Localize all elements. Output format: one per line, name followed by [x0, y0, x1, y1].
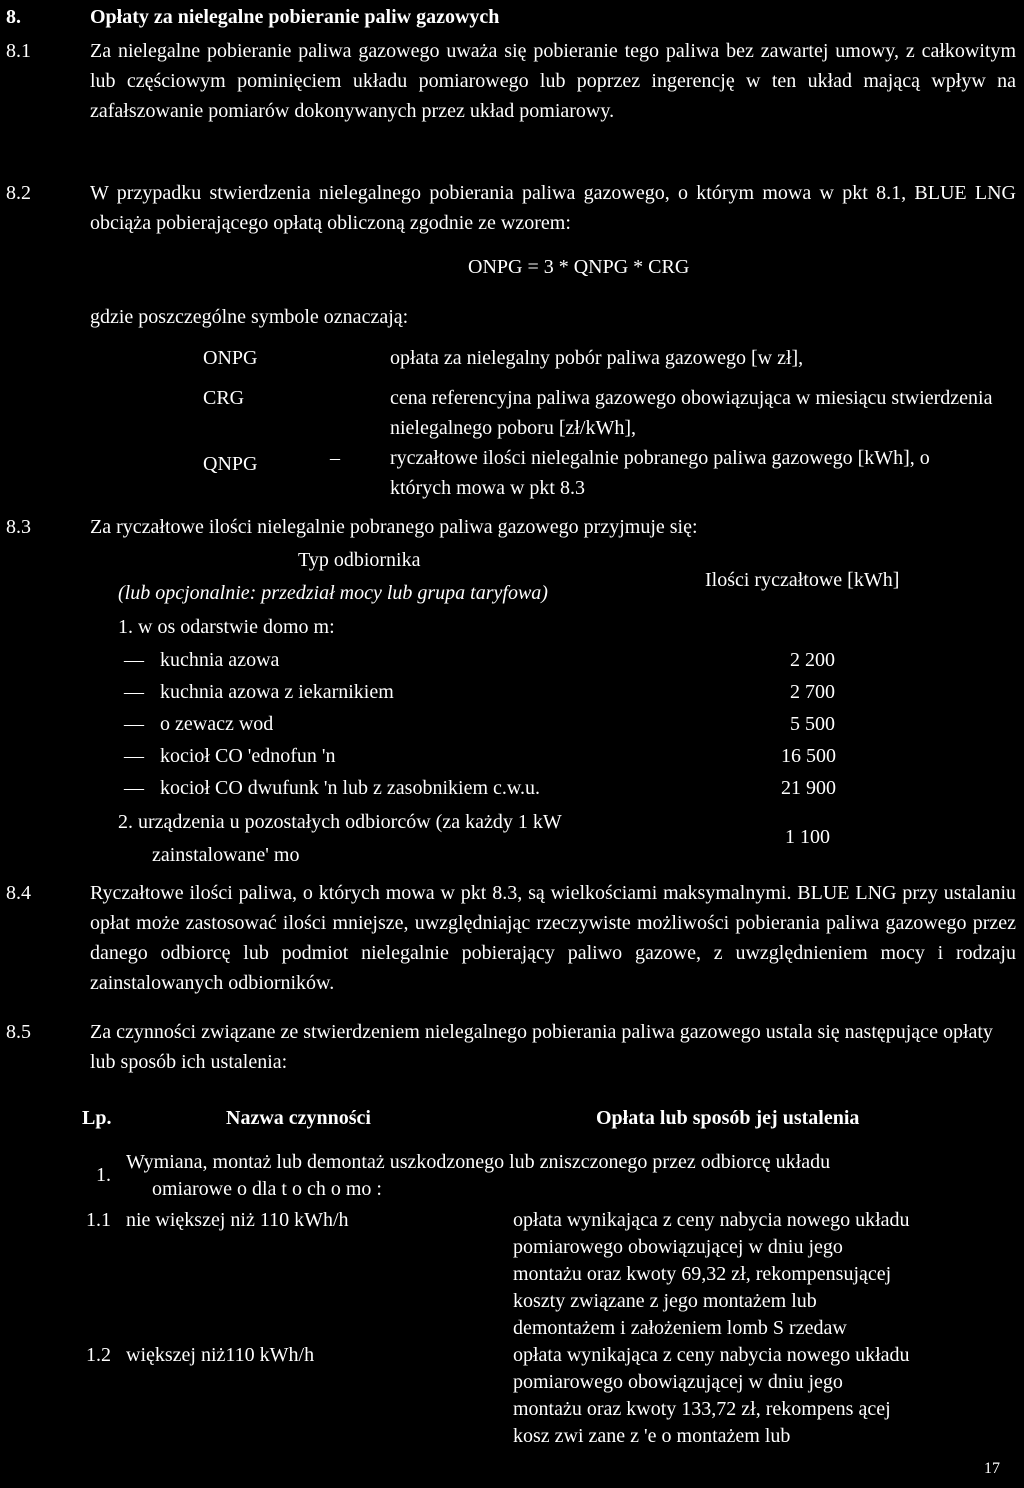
- fee-row-1-1-lp: 1.1: [86, 1209, 111, 1231]
- symbol-crg-description: cena referencyjna paliwa gazowego obowiązująca w miesiącu stwierdzenia nielegalnego poboru [zł/kWh],: [390, 387, 993, 439]
- symbol-crg: CRG: [203, 387, 245, 409]
- row-dash: —: [124, 649, 144, 671]
- symbol-onpg: ONPG: [203, 347, 258, 369]
- symbols-intro: gdzie poszczególne symbole oznaczają:: [90, 306, 409, 328]
- clause-8-2-text: W przypadku stwierdzenia nielegalnego pobierania paliwa gazowego, o którym mowa w pkt 8.1, BLUE LNG obciąża pobierającego opłatą obliczoną zgodnie ze wzorem:: [90, 182, 1016, 234]
- row-dash: —: [124, 681, 144, 703]
- fee-row-1-1-fee-line: koszty związane z jego montażem lub: [513, 1290, 817, 1312]
- clause-8-5-text: Za czynności związane ze stwierdzeniem nielegalnego pobierania paliwa gazowego ustala się następujące opłaty lub sposób ich ustalenia:: [90, 1021, 993, 1073]
- formula: ONPG = 3 * QNPG * CRG: [468, 256, 690, 278]
- row-value-boiler-single: 16 500: [781, 745, 836, 767]
- household-group-label: 1. w os odarstwie domo m:: [118, 616, 335, 638]
- row-value-water-heater: 5 500: [790, 713, 835, 735]
- clause-8-4-number: 8.4: [6, 882, 31, 904]
- fee-row-1-1-fee-line: pomiarowego obowiązującej w dniu jego: [513, 1236, 843, 1258]
- symbol-onpg-description: opłata za nielegalny pobór paliwa gazowego [w zł],: [390, 347, 804, 369]
- clause-8-1-number: 8.1: [6, 40, 31, 62]
- fee-row-1-2-lp: 1.2: [86, 1344, 111, 1366]
- other-consumers-value: 1 100: [785, 826, 830, 848]
- row-value-gas-stove: 2 200: [790, 649, 835, 671]
- fee-row-1-2-fee-line: opłata wynikająca z ceny nabycia nowego układu: [513, 1344, 910, 1366]
- row-name-boiler-dual: kocioł CO dwufunk 'n lub z zasobnikiem c.w.u.: [160, 777, 541, 799]
- fee-row-1-line1: Wymiana, montaż lub demontaż uszkodzonego lub zniszczonego przez odbiorcę układu: [126, 1151, 831, 1173]
- clause-8-3-number: 8.3: [6, 516, 31, 538]
- symbol-qnpg-description: ryczałtowe ilości nielegalnie pobranego paliwa gazowego [kWh], o których mowa w pkt 8.3: [390, 447, 930, 499]
- fee-row-1-2-fee-line: pomiarowego obowiązującej w dniu jego: [513, 1371, 843, 1393]
- row-dash: —: [124, 713, 144, 735]
- row-dash: —: [124, 777, 144, 799]
- fee-row-1-lp: 1.: [96, 1164, 111, 1186]
- clause-8-3-text: Za ryczałtowe ilości nielegalnie pobranego paliwa gazowego przyjmuje się:: [90, 516, 698, 538]
- fee-table-header-fee: Opłata lub sposób jej ustalenia: [596, 1107, 860, 1129]
- table-col-quantity-header: Ilości ryczałtowe [kWh]: [705, 569, 900, 591]
- table-col-type-header: Typ odbiornika: [298, 549, 421, 571]
- fee-row-1-2-fee-line: kosz zwi zane z 'e o montażem lub: [513, 1425, 791, 1447]
- fee-row-1-2-name: większej niż110 kWh/h: [126, 1344, 315, 1366]
- row-name-water-heater: o zewacz wod: [160, 713, 274, 735]
- clause-8-2-number: 8.2: [6, 182, 31, 204]
- row-name-boiler-single: kocioł CO 'ednofun 'n: [160, 745, 336, 767]
- section-number: 8.: [6, 6, 21, 28]
- fee-row-1-line2: omiarowe o dla t o ch o mo :: [152, 1178, 382, 1200]
- fee-row-1-1-fee-line: opłata wynikająca z ceny nabycia nowego układu: [513, 1209, 910, 1231]
- fee-row-1-1-fee-line: demontażem i założeniem lomb S rzedaw: [513, 1317, 847, 1339]
- row-dash: —: [124, 745, 144, 767]
- clause-8-5-number: 8.5: [6, 1021, 31, 1043]
- other-consumers-label-line2: zainstalowane' mo: [152, 844, 300, 866]
- clause-8-4-text: Ryczałtowe ilości paliwa, o których mowa w pkt 8.3, są wielkościami maksymalnymi. BLUE LNG przy ustalaniu opłat może zastosować ilości mniejsze, uwzględniając rzeczywiste możliwości pobierania paliwa gazowego przez danego odbiorcę lub podmiot nielegalnie pobierający paliwo gazowe, z uwzględnieniem mocy i rodzaju zainstalowanych odbiorników.: [90, 882, 1016, 994]
- fee-row-1-1-name: nie większej niż 110 kWh/h: [126, 1209, 349, 1231]
- row-value-boiler-dual: 21 900: [781, 777, 836, 799]
- fee-table-header-activity: Nazwa czynności: [226, 1107, 371, 1129]
- symbol-qnpg: QNPG: [203, 453, 258, 475]
- row-name-gas-stove: kuchnia azowa: [160, 649, 280, 671]
- row-name-gas-stove-oven: kuchnia azowa z iekarnikiem: [160, 681, 394, 703]
- clause-8-1-text: Za nielegalne pobieranie paliwa gazowego uważa się pobieranie tego paliwa bez zawartej umowy, z całkowitym lub częściowym pominięciem układu pomiarowego lub poprzez ingerencję w ten układ mającą wpływ na zafałszowanie pomiarów dokonywanych przez układ pomiarowy.: [90, 40, 1016, 122]
- fee-table-header-lp: Lp.: [82, 1107, 112, 1129]
- section-title: Opłaty za nielegalne pobieranie paliw gazowych: [90, 6, 500, 28]
- page-number: 17: [984, 1460, 1000, 1477]
- table-col-type-subheader: (lub opcjonalnie: przedział mocy lub grupa taryfowa): [118, 582, 548, 604]
- other-consumers-label-line1: 2. urządzenia u pozostałych odbiorców (za każdy 1 kW: [118, 811, 562, 833]
- fee-row-1-2-fee-line: montażu oraz kwoty 133,72 zł, rekompens ącej: [513, 1398, 891, 1420]
- symbol-qnpg-dash: –: [330, 447, 340, 469]
- row-value-gas-stove-oven: 2 700: [790, 681, 835, 703]
- fee-row-1-1-fee-line: montażu oraz kwoty 69,32 zł, rekompensującej: [513, 1263, 892, 1285]
